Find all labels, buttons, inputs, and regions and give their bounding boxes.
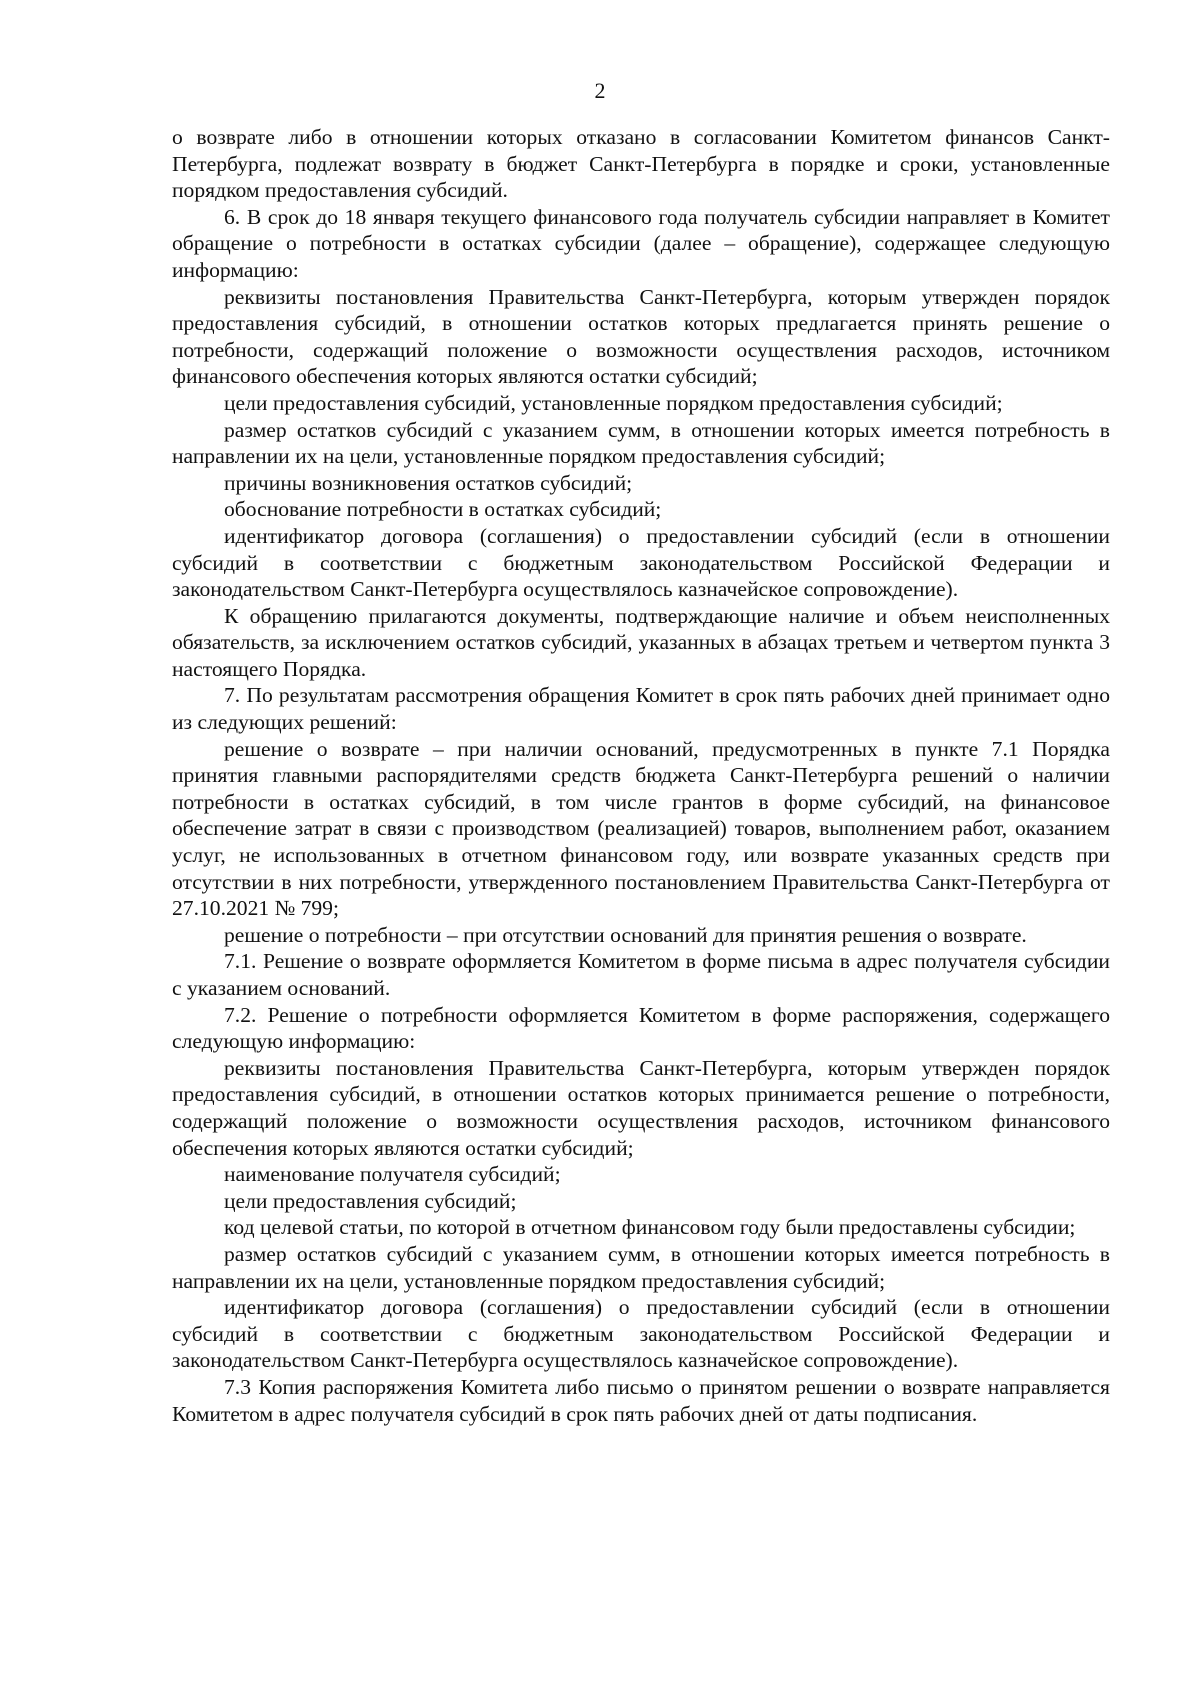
paragraph-item-7-3: 7.3 Копия распоряжения Комитета либо письмо о принятом решении о возврате направляется Комитетом в адрес получателя субсидий в срок пять рабочих дней от даты подписания. — [172, 1374, 1110, 1426]
paragraph-continuation: о возврате либо в отношении которых отказано в согласовании Комитетом финансов Санкт-Петербурга, подлежат возврату в бюджет Санкт-Петербурга в порядке и сроки, установленные порядком предоставления субсидий. — [172, 125, 1110, 203]
paragraph-list-item: решение о возврате – при наличии оснований, предусмотренных в пункте 7.1 Порядка принятия главными распорядителями средств бюджета Санкт-Петербурга решений о наличии потребности в остатках субсидий, в том числе грантов в форме субсидий, на финансовое обеспечение затрат в связи с производством (реализацией) товаров, выполнением работ, оказанием услуг, не использованных в отчетном финансовом году, или возврате указанных средств при отсутствии в них потребности, утвержденного постановлением Правительства Санкт-Петербурга от 27.10.2021 № 799; — [172, 736, 1110, 921]
paragraph-item-7-1: 7.1. Решение о возврате оформляется Комитетом в форме письма в адрес получателя субсидии с указанием оснований. — [172, 949, 1110, 1000]
paragraph-list-item: цели предоставления субсидий, установленные порядком предоставления субсидий; — [224, 390, 1003, 415]
paragraph-list-item: размер остатков субсидий с указанием сумм, в отношении которых имеется потребность в направлении их на цели, установленные порядком предоставления субсидий; — [172, 1241, 1110, 1293]
paragraph-list-item: идентификатор договора (соглашения) о предоставлении субсидий (если в отношении субсидий в соответствии с бюджетным законодательством Российской Федерации и законодательством Санкт-Петербурга осуществлялось казначейское сопровождение). — [172, 1295, 1110, 1373]
paragraph-item-7-2: 7.2. Решение о потребности оформляется Комитетом в форме распоряжения, содержащего следующую информацию: — [172, 1002, 1110, 1054]
page-number: 2 — [594, 78, 606, 103]
paragraph-item-6: 6. В срок до 18 января текущего финансового года получатель субсидии направляет в Комитет обращение о потребности в остатках субсидии (далее – обращение), содержащее следующую информацию: — [172, 204, 1110, 282]
paragraph-list-item: наименование получателя субсидий; — [224, 1162, 561, 1187]
paragraph-list-item: код целевой статьи, по которой в отчетном финансовом году были предоставлены субсидии; — [224, 1215, 1076, 1240]
paragraph-list-item: причины возникновения остатков субсидий; — [224, 470, 633, 495]
document-body — [172, 124, 1110, 1427]
paragraph-list-item: обоснование потребности в остатках субсидий; — [224, 497, 662, 522]
paragraph-attachments: К обращению прилагаются документы, подтверждающие наличие и объем неисполненных обязательств, за исключением остатков субсидий, указанных в абзацах третьем и четвертом пункта 3 настоящего Порядка. — [172, 603, 1110, 681]
paragraph-list-item: цели предоставления субсидий; — [224, 1188, 517, 1213]
paragraph-item-7: 7. По результатам рассмотрения обращения Комитет в срок пять рабочих дней принимает одно из следующих решений: — [172, 683, 1110, 735]
paragraph-list-item: реквизиты постановления Правительства Санкт-Петербурга, которым утвержден порядок предоставления субсидий, в отношении остатков которых предлагается принять решение о потребности, содержащий положение о возможности осуществления расходов, источником финансового обеспечения которых являются остатки субсидий; — [172, 284, 1110, 389]
paragraph-list-item: решение о потребности – при отсутствии оснований для принятия решения о возврате. — [224, 922, 1027, 947]
paragraph-list-item: размер остатков субсидий с указанием сумм, в отношении которых имеется потребность в направлении их на цели, установленные порядком предоставления субсидий; — [172, 417, 1110, 469]
paragraph-list-item: реквизиты постановления Правительства Санкт-Петербурга, которым утвержден порядок предоставления субсидий, в отношении остатков которых принимается решение о потребности, содержащий положение о возможности осуществления расходов, источником финансового обеспечения которых являются остатки субсидий; — [172, 1055, 1110, 1160]
paragraph-list-item: идентификатор договора (соглашения) о предоставлении субсидий (если в отношении субсидий в соответствии с бюджетным законодательством Российской Федерации и законодательством Санкт-Петербурга осуществлялось казначейское сопровождение). — [172, 523, 1110, 602]
